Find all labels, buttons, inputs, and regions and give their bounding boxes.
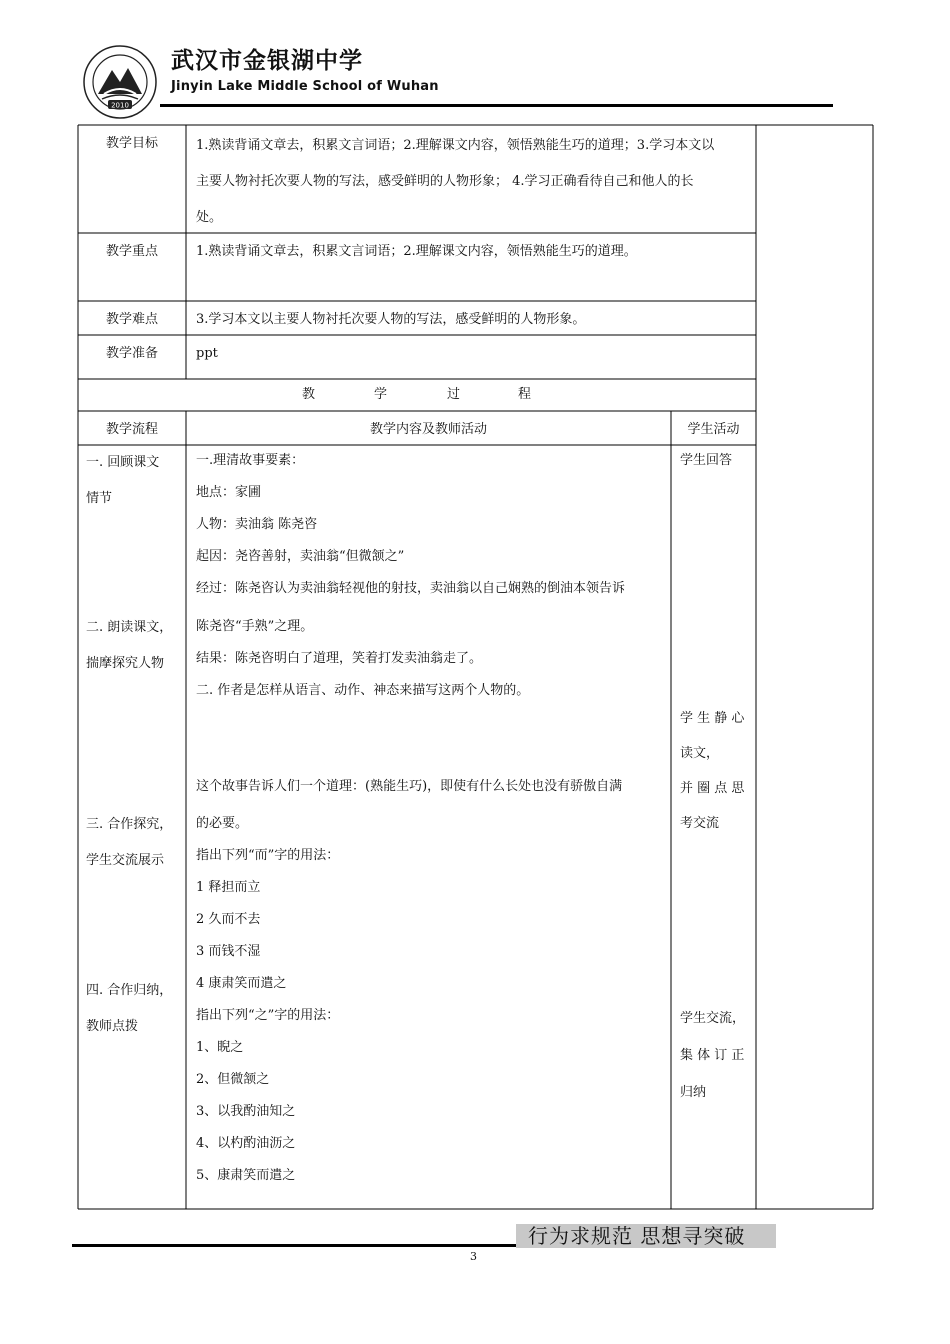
content-line-14: 3 而钱不湿: [196, 944, 261, 959]
flow-item-4-line-2: 教师点拨: [86, 1019, 139, 1034]
flow-item-4: [86, 973, 184, 1045]
content-line-20: 4、以杓酌油沥之: [196, 1136, 296, 1151]
content-line-5: 经过：陈尧咨认为卖油翁轻视他的射技，卖油翁以自己娴熟的倒油本领告诉: [196, 581, 626, 596]
difficult-points-content: [186, 301, 756, 335]
content-line-10: 的必要。: [196, 816, 249, 831]
column-header-student: 学生活动: [687, 422, 740, 437]
process-title-char-3: 过: [447, 387, 461, 402]
process-title-char-1: 教: [302, 387, 316, 402]
difficult-points-line-1: 3.学习本文以主要人物衬托次要人物的写法，感受鲜明的人物形象。: [196, 312, 586, 327]
content-line-17: 1、睨之: [196, 1040, 244, 1055]
student-item-2-line-1: 学 生 静 心: [680, 711, 745, 726]
student-item-1-line-1: 学生回答: [680, 453, 733, 468]
content-line-11: 指出下列“而”字的用法：: [196, 848, 340, 863]
goals-line-2: 主要人物衬托次要人物的写法，感受鲜明的人物形象； 4.学习正确看待自己和他人的长: [196, 174, 694, 189]
content-line-15: 4 康肃笑而遣之: [196, 976, 287, 991]
process-title: [78, 379, 756, 411]
student-item-3: [680, 1000, 752, 1111]
content-line-1: 一.理清故事要素：: [196, 453, 305, 468]
key-points-content: [186, 233, 756, 301]
column-header-content: 教学内容及教师活动: [369, 422, 487, 437]
page-number: 3: [470, 1250, 477, 1263]
content-line-19: 3、以我酌油知之: [196, 1104, 296, 1119]
process-title-char-2: 学: [374, 387, 388, 402]
student-item-2-line-4: 考交流: [680, 816, 720, 831]
goals-line-1: 1.熟读背诵文章去，积累文言词语；2.理解课文内容，领悟熟能生巧的道理；3.学习本文以: [196, 138, 715, 153]
student-item-3-line-2: 集 体 订 正: [680, 1048, 745, 1063]
flow-item-2-line-1: 二. 朗读课文，: [86, 620, 173, 635]
teaching-goals-content: [186, 125, 756, 233]
content-line-8: 二. 作者是怎样从语言、动作、神态来描写这两个人物的。: [196, 683, 530, 698]
content-line-9: 这个故事告诉人们一个道理：(熟能生巧)，即使有什么长处也没有骄傲自满: [196, 779, 623, 794]
label-teaching-goals: 教学目标: [105, 136, 158, 151]
content-line-3: 人物：卖油翁 陈尧咨: [196, 517, 318, 532]
student-item-2: [680, 701, 752, 841]
content-line-7: 结果：陈尧咨明白了道理，笑着打发卖油翁走了。: [196, 651, 483, 666]
content-line-2: 地点：家圃: [196, 485, 262, 500]
content-line-13: 2 久而不去: [196, 912, 261, 927]
content-line-4: 起因：尧咨善射，卖油翁“但微颔之”: [196, 549, 405, 564]
label-difficult-points: 教学难点: [105, 312, 158, 327]
logo-year: 2010: [111, 101, 129, 110]
content-line-18: 2、但微颔之: [196, 1072, 270, 1087]
flow-item-3-line-1: 三. 合作探究，: [86, 817, 173, 832]
label-key-points: 教学重点: [105, 244, 158, 259]
flow-item-2: [86, 610, 184, 682]
flow-item-2-line-2: 揣摩探究人物: [86, 656, 165, 671]
flow-item-1-line-1: 一. 回顾课文: [86, 455, 160, 470]
preparation-line-1: ppt: [196, 346, 218, 361]
flow-item-1: [86, 445, 184, 517]
student-item-3-line-1: 学生交流，: [680, 1011, 746, 1026]
school-name-en: Jinyin Lake Middle School of Wuhan: [171, 79, 439, 94]
flow-item-3: [86, 807, 184, 879]
footer-rule: [72, 1244, 516, 1247]
label-preparation: 教学准备: [105, 346, 158, 361]
student-item-1: [680, 445, 752, 477]
preparation-content: [186, 335, 756, 379]
content-line-21: 5、康肃笑而遣之: [196, 1168, 296, 1183]
content-line-12: 1 释担而立: [196, 880, 261, 895]
content-line-16: 指出下列“之”字的用法：: [196, 1008, 340, 1023]
flow-item-4-line-1: 四. 合作归纳，: [86, 983, 173, 998]
student-item-2-line-2: 读文，: [680, 746, 720, 761]
process-title-char-4: 程: [518, 387, 532, 402]
key-points-line-1: 1.熟读背诵文章去，积累文言词语；2.理解课文内容，领悟熟能生巧的道理。: [196, 244, 637, 259]
footer-motto: 行为求规范 思想寻突破: [516, 1224, 776, 1248]
flow-item-3-line-2: 学生交流展示: [86, 853, 165, 868]
content-line-6: 陈尧咨“手熟”之理。: [196, 619, 314, 634]
goals-line-3: 处。: [196, 210, 223, 225]
flow-item-1-line-2: 情节: [86, 491, 113, 506]
school-name-cn: 武汉市金银湖中学: [171, 48, 363, 74]
student-item-2-line-3: 并 圈 点 思: [680, 781, 745, 796]
column-header-flow: 教学流程: [105, 422, 158, 437]
student-item-3-line-3: 归纳: [680, 1085, 707, 1100]
